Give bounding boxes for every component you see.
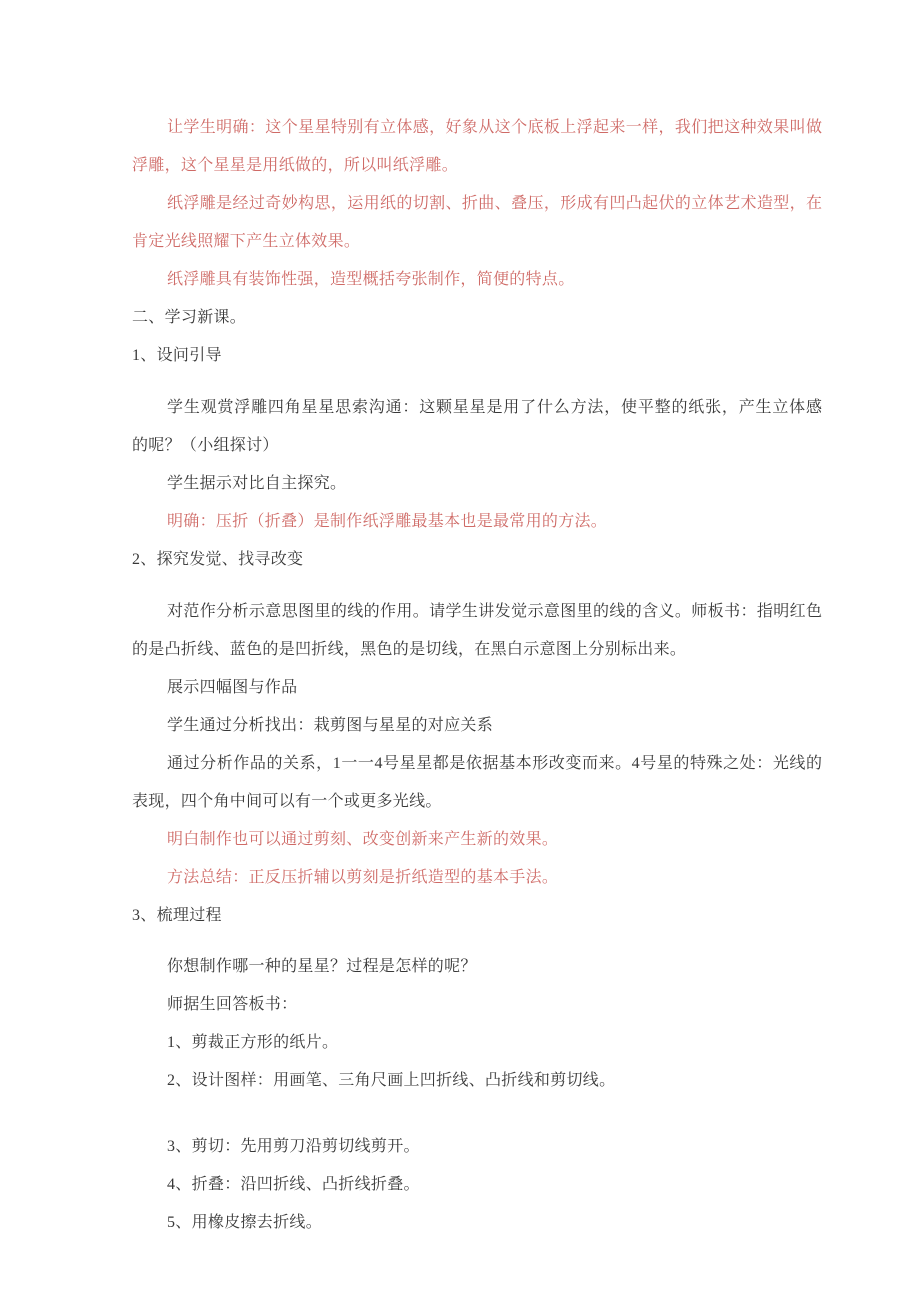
document-content [132,109,822,1242]
text-line: 3、梳理过程 [132,907,222,924]
text-line: 方法总结：正反压折辅以剪刻是折纸造型的基本手法。 [167,869,559,886]
text-line: 5、用橡皮擦去折线。 [167,1214,323,1231]
text-line: 学生通过分析找出：栽剪图与星星的对应关系 [167,717,494,734]
text-line: 1、设问引导 [132,347,222,364]
text-line: 纸浮雕是经过奇妙构思，运用纸的切割、折曲、叠压，形成有凹凸起伏的立体艺术造型，在 [167,195,822,212]
text-line: 明确：压折（折叠）是制作纸浮雕最基本也是最常用的方法。 [167,513,608,530]
text-line: 纸浮雕具有装饰性强，造型概括夸张制作，简便的特点。 [167,271,575,288]
text-line: 对范作分析示意思图里的线的作用。请学生讲发觉示意图里的线的含义。师板书：指明红色 [167,603,822,620]
text-line: 展示四幅图与作品 [167,679,298,696]
text-line: 的是凸折线、蓝色的是凹折线，黑色的是切线，在黑白示意图上分别标出来。 [132,641,687,658]
text-line: 学生观赏浮雕四角星星思索沟通：这颗星星是用了什么方法，使平整的纸张，产生立体感 [167,399,822,416]
text-line: 表现，四个角中间可以有一个或更多光线。 [132,793,442,810]
text-line: 肯定光线照耀下产生立体效果。 [132,233,361,250]
text-line: 师据生回答板书： [167,996,298,1013]
text-line: 二、学习新课。 [132,309,247,326]
text-line: 你想制作哪一种的星星？过程是怎样的呢？ [167,958,477,975]
text-line: 明白制作也可以通过剪刻、改变创新来产生新的效果。 [167,831,559,848]
text-line: 2、设计图样：用画笔、三角尺画上凹折线、凸折线和剪切线。 [167,1072,616,1089]
text-line: 4、折叠：沿凹折线、凸折线折叠。 [167,1176,420,1193]
text-line: 浮雕，这个星星是用纸做的，所以叫纸浮雕。 [132,157,459,174]
text-line: 1、剪裁正方形的纸片。 [167,1034,339,1051]
text-line: 3、剪切：先用剪刀沿剪切线剪开。 [167,1138,420,1155]
text-line: 学生据示对比自主探究。 [167,475,347,492]
text-line: 的呢？（小组探讨） [132,437,279,454]
text-line: 2、探究发觉、找寻改变 [132,551,304,568]
text-line: 通过分析作品的关系，1一一4号星星都是依据基本形改变而来。4号星的特殊之处：光线的 [167,755,822,772]
text-line: 让学生明确：这个星星特别有立体感，好象从这个底板上浮起来一样，我们把这种效果叫做 [167,119,822,136]
